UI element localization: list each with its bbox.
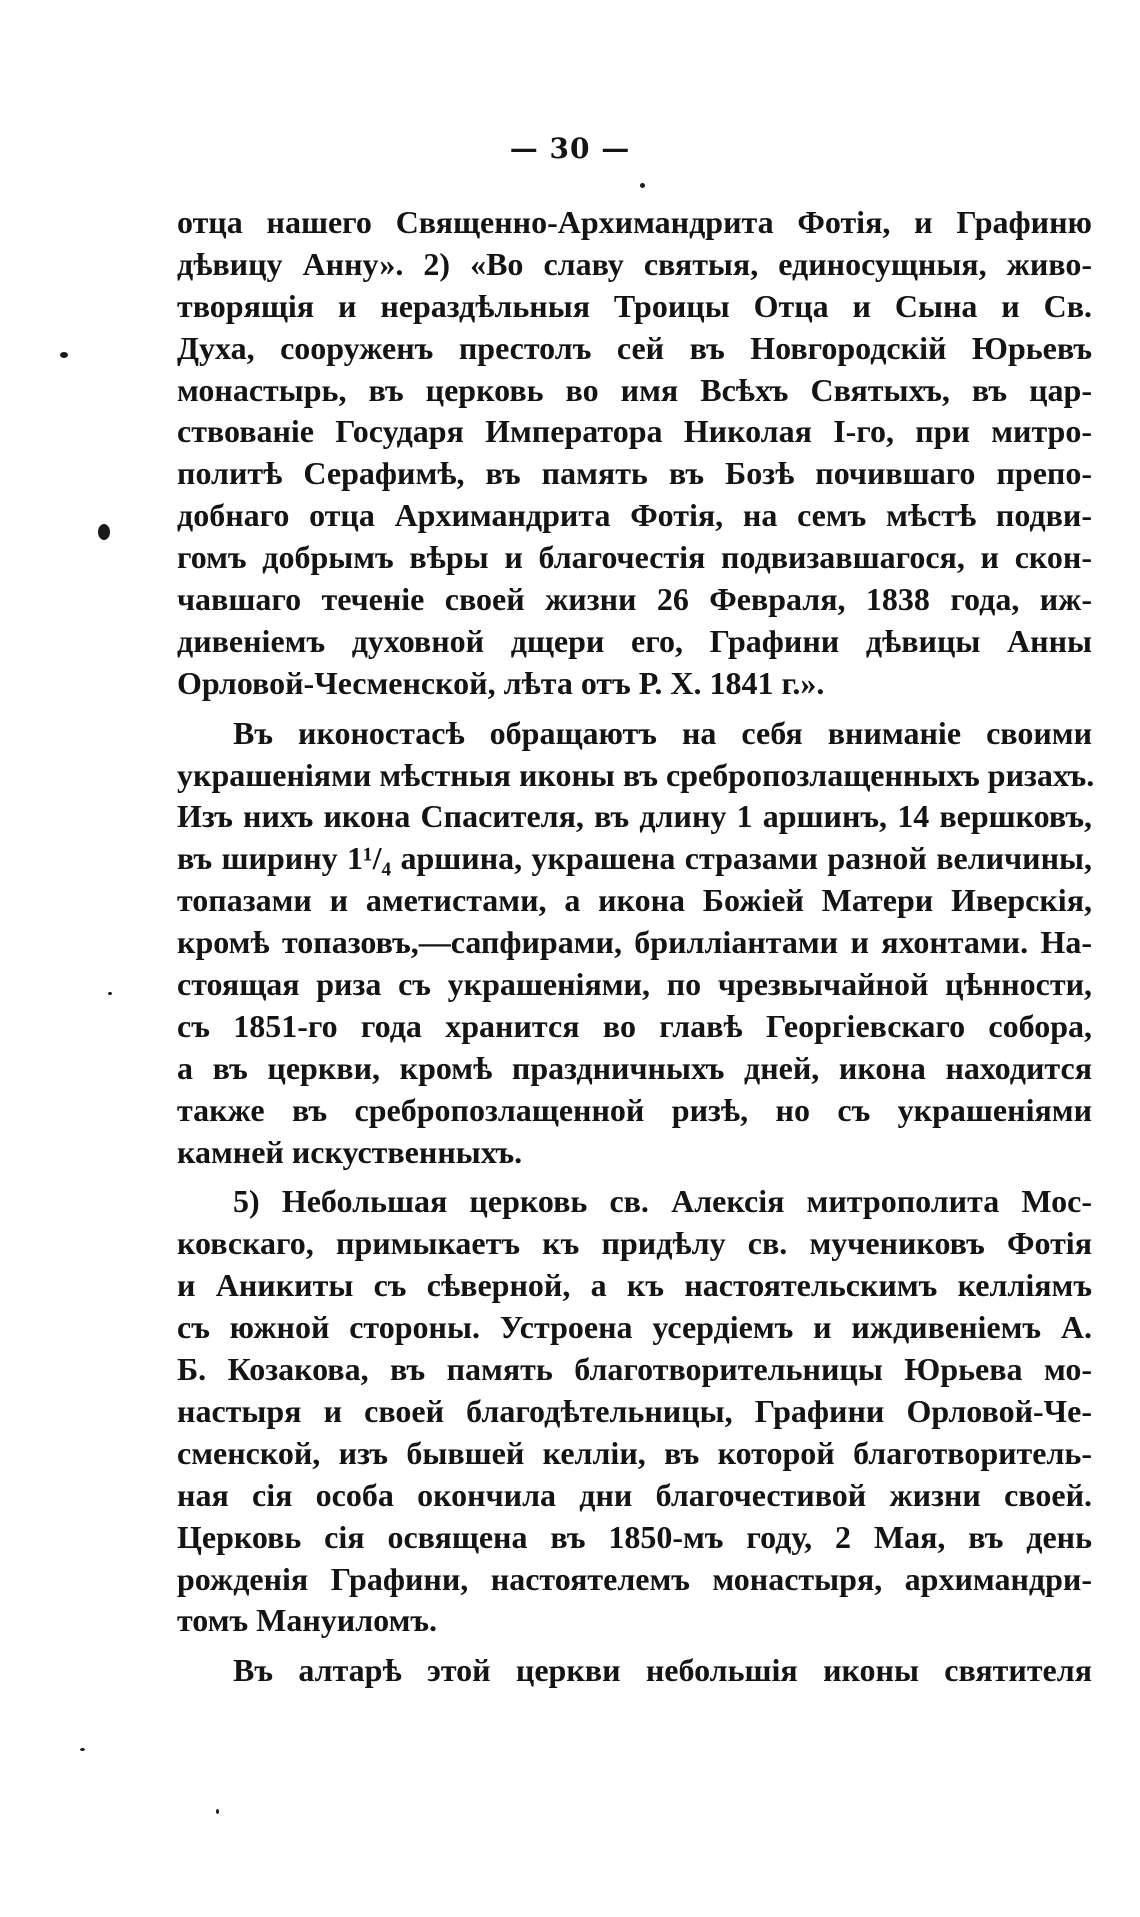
text-line: Церковь сія освящена въ 1850-мъ году, 2 Мая, въ день bbox=[177, 1518, 1092, 1555]
scan-speck bbox=[60, 352, 68, 358]
text-line: стоящая риза съ украшеніями, по чрезвычайной цѣнности, bbox=[177, 966, 1092, 1003]
text-line: Изъ нихъ икона Спасителя, въ длину 1 аршинъ, 14 вершковъ, bbox=[177, 798, 1092, 835]
text-line: томъ Мануиломъ. bbox=[177, 1602, 438, 1639]
text-line: въ ширину 1¹/₄ аршина, украшена стразами разной величины, bbox=[177, 840, 1092, 877]
text-line: добнаго отца Архимандрита Фотія, на семъ мѣстѣ подви- bbox=[177, 497, 1092, 534]
text-line: Въ иконостасѣ обращаютъ на себя вниманіе своими bbox=[233, 714, 1092, 751]
text-line: и Аникиты съ сѣверной, а къ настоятельскимъ келліямъ bbox=[177, 1267, 1092, 1304]
text-line: творящія и нераздѣльныя Троицы Отца и Сына и Св. bbox=[177, 287, 1092, 324]
scan-speck bbox=[216, 1809, 219, 1814]
paragraph bbox=[177, 202, 1092, 705]
text-line: Орловой-Чесменской, лѣта отъ Р. Х. 1841 г.». bbox=[177, 664, 825, 701]
text-line: отца нашего Священно-Архимандрита Фотія, и Графиню bbox=[177, 204, 1092, 240]
text-line: а въ церкви, кромѣ праздничныхъ дней, икона находится bbox=[177, 1049, 1092, 1086]
scan-speck bbox=[640, 183, 645, 188]
text-line: чавшаго теченіе своей жизни 26 Февраля, 1838 года, иж- bbox=[177, 581, 1092, 618]
paragraph bbox=[177, 713, 1095, 1174]
scan-speck bbox=[98, 524, 110, 540]
text-line: рожденія Графини, настоятелемъ монастыря, архимандри- bbox=[177, 1560, 1092, 1597]
text-line: гомъ добрымъ вѣры и благочестія подвизавшагося, и скон- bbox=[177, 539, 1092, 576]
text-line: Въ алтарѣ этой церкви небольшія иконы святителя bbox=[233, 1652, 1092, 1689]
text-line: настыря и своей благодѣтельницы, Графини Орловой-Че- bbox=[177, 1392, 1092, 1429]
text-line: дѣвицу Анну». 2) «Во славу святыя, единосущныя, живо- bbox=[177, 245, 1092, 282]
page-text bbox=[177, 202, 1095, 1692]
text-line: ствованіе Государя Императора Николая I-го, при митро- bbox=[177, 413, 1092, 450]
text-line: камней искуственныхъ. bbox=[177, 1133, 523, 1170]
text-line: 5) Небольшая церковь св. Алексія митрополита Мос- bbox=[233, 1183, 1092, 1220]
paragraph bbox=[177, 1650, 1092, 1692]
text-line: ная сія особа окончила дни благочестивой жизни своей. bbox=[177, 1476, 1092, 1513]
text-line: украшеніями мѣстныя иконы въ сребропозлащенныхъ ризахъ. bbox=[177, 756, 1095, 793]
text-line: съ южной стороны. Устроена усердіемъ и иждивеніемъ А. bbox=[177, 1309, 1092, 1346]
text-line: Духа, сооруженъ престолъ сей въ Новгородскій Юрьевъ bbox=[177, 329, 1092, 366]
text-line: кромѣ топазовъ,—сапфирами, бриллiантами и яхонтами. На- bbox=[177, 924, 1092, 961]
paragraph bbox=[177, 1181, 1092, 1642]
text-line: дивеніемъ духовной дщери его, Графини дѣвицы Анны bbox=[177, 622, 1092, 659]
text-line: съ 1851-го года хранится во главѣ Георгіевскаго собора, bbox=[177, 1007, 1092, 1044]
text-line: монастырь, въ церковь во имя Всѣхъ Святыхъ, въ цар- bbox=[177, 371, 1092, 408]
text-line: Б. Козакова, въ память благотворительницы Юрьева мо- bbox=[177, 1351, 1092, 1388]
text-line: топазами и аметистами, а икона Божіей Матери Иверскія, bbox=[177, 882, 1092, 919]
scan-speck bbox=[80, 1748, 85, 1751]
text-line: сменской, изъ бывшей келліи, въ которой благотворитель- bbox=[177, 1434, 1092, 1471]
text-line: политѣ Серафимѣ, въ память въ Бозѣ почившаго препо- bbox=[177, 455, 1092, 492]
text-line: также въ сребропозлащенной ризѣ, но съ украшеніями bbox=[177, 1091, 1092, 1128]
page-number: — 30 — bbox=[509, 132, 631, 165]
text-line: ковскаго, примыкаетъ къ придѣлу св. мучениковъ Фотія bbox=[177, 1225, 1092, 1262]
scan-speck bbox=[108, 992, 112, 995]
